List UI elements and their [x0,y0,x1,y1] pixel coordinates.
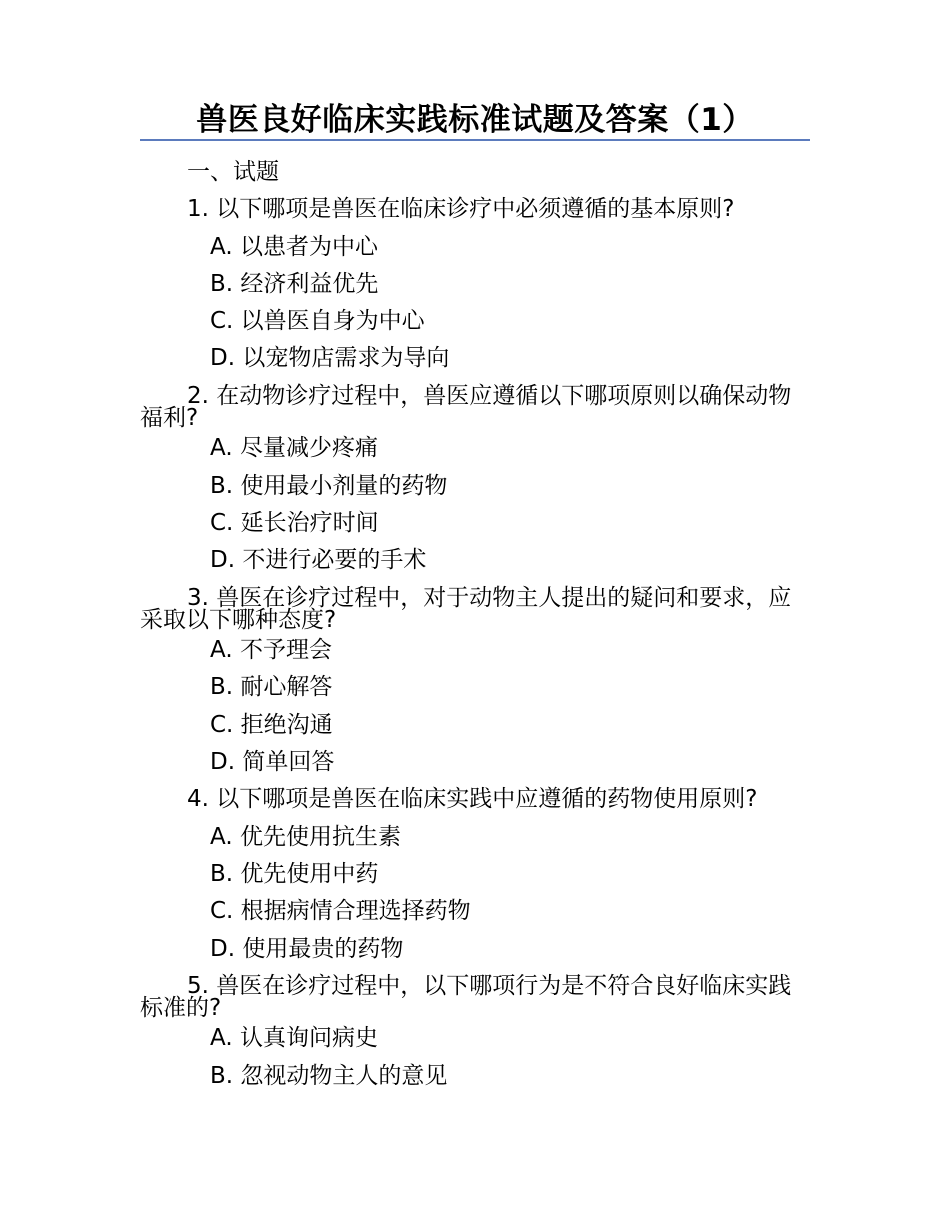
question-2-option-b: B. 使用最小剂量的药物 [210,472,448,499]
question-4: 4. 以下哪项是兽医在临床实践中应遵循的药物使用原则? [187,786,758,813]
question-5-option-b: B. 忽视动物主人的意见 [210,1062,448,1089]
question-3-option-c: C. 拒绝沟通 [210,711,333,738]
question-1: 1. 以下哪项是兽医在临床诊疗中必须遵循的基本原则? [187,196,735,223]
question-2: 2. 在动物诊疗过程中，兽医应遵循以下哪项原则以确保动物福利? [140,382,792,431]
question-1-option-a: A. 以患者为中心 [210,233,378,260]
question-3: 3. 兽医在诊疗过程中，对于动物主人提出的疑问和要求，应采取以下哪种态度? [140,584,792,633]
question-1-option-d: D. 以宠物店需求为导向 [210,345,450,372]
question-2-option-d: D. 不进行必要的手术 [210,547,427,574]
question-1-option-b: B. 经济利益优先 [210,270,379,297]
question-2-option-c: C. 延长治疗时间 [210,509,379,536]
question-3-option-b: B. 耐心解答 [210,674,333,701]
question-1-option-c: C. 以兽医自身为中心 [210,308,425,335]
question-4-option-d: D. 使用最贵的药物 [210,935,404,962]
question-4-option-c: C. 根据病情合理选择药物 [210,898,471,925]
section-heading: 一、试题 [187,159,279,185]
title-underline [140,139,810,141]
question-4-option-a: A. 优先使用抗生素 [210,823,401,850]
document-body [140,154,812,1095]
question-5-option-a: A. 认真询问病史 [210,1025,378,1052]
question-3-option-a: A. 不予理会 [210,637,332,664]
question-5: 5. 兽医在诊疗过程中，以下哪项行为是不符合良好临床实践标准的? [140,972,792,1021]
question-3-option-d: D. 简单回答 [210,749,335,776]
document-title: 兽医良好临床实践标准试题及答案（1） [196,102,754,138]
question-2-option-a: A. 尽量减少疼痛 [210,435,378,462]
question-4-option-b: B. 优先使用中药 [210,860,379,887]
